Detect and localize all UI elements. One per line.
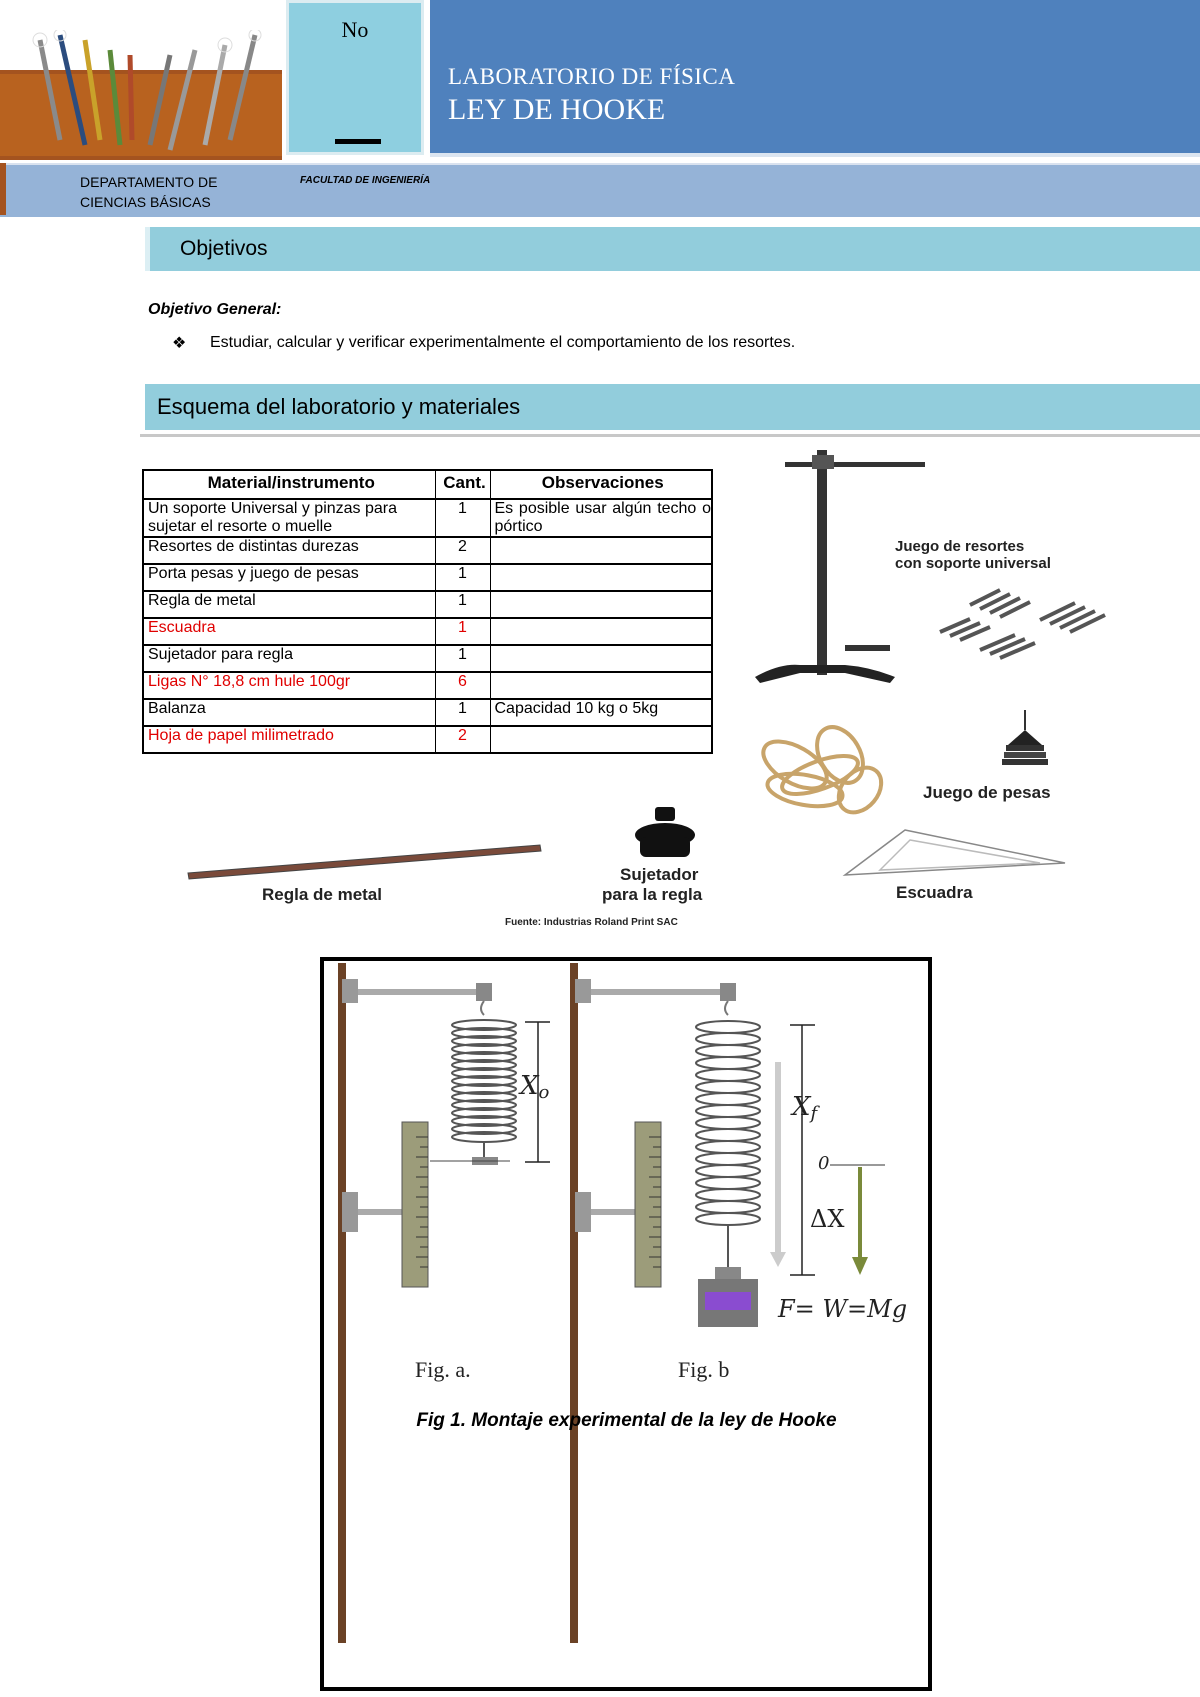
objectives-section-title: Objetivos (180, 237, 268, 260)
qty-cell: 1 (435, 591, 490, 618)
ruler-holder-icon (635, 807, 695, 857)
xf-subscript: f (810, 1103, 818, 1124)
x0-subscript: o (538, 1082, 550, 1103)
weights-label: Juego de pesas (923, 783, 1051, 802)
holder-label-2: para la regla (602, 885, 703, 904)
hooke-experiment-figure (320, 957, 934, 1697)
xf-main: X (792, 1092, 811, 1122)
faculty-name: FACULTAD DE INGENIERÍA (300, 175, 431, 186)
scheme-section-header (145, 384, 1200, 430)
qty-cell: 2 (435, 726, 490, 753)
weights-icon (1002, 710, 1048, 765)
department-line-1: DEPARTAMENTO DE (80, 174, 218, 190)
material-cell: Un soporte Universal y pinzas para sujetar el resorte o muelle (143, 499, 435, 537)
springs-set-icon (940, 590, 1105, 658)
scheme-section-title: Esquema del laboratorio y materiales (157, 394, 521, 419)
springs-logo (20, 30, 270, 155)
table-header-qty: Cant. (435, 470, 490, 499)
springs-label-1: Juego de resortes (895, 538, 1025, 555)
metal-ruler-icon (188, 845, 541, 879)
material-cell: Regla de metal (143, 591, 435, 618)
lab-subtitle: LEY DE HOOKE (448, 93, 666, 126)
number-box (286, 0, 424, 155)
qty-cell: 1 (435, 618, 490, 645)
qty-cell: 1 (435, 564, 490, 591)
material-cell: Balanza (143, 699, 435, 726)
fig-a-label: Fig. a. (415, 1357, 471, 1382)
obs-cell: Es posible usar algún techo o pórtico (490, 499, 712, 537)
material-cell: Porta pesas y juego de pesas (143, 564, 435, 591)
objectives-section-header (145, 227, 1200, 271)
material-cell: Resortes de distintas durezas (143, 537, 435, 564)
source-note: Fuente: Industrias Roland Print SAC (505, 917, 678, 928)
set-square-icon (845, 830, 1065, 875)
zero-label: 0 (818, 1153, 830, 1174)
springs-label-2: con soporte universal (895, 555, 1051, 572)
department-band-accent (0, 163, 6, 215)
material-cell: Escuadra (143, 618, 435, 645)
number-blank-line (335, 139, 381, 144)
qty-cell: 1 (435, 499, 490, 537)
rubber-bands-icon (756, 719, 890, 821)
qty-cell: 2 (435, 537, 490, 564)
number-label: No (341, 17, 369, 42)
material-cell: Hoja de papel milimetrado (143, 726, 435, 753)
ruler-label: Regla de metal (262, 885, 382, 904)
qty-cell: 1 (435, 699, 490, 726)
lab-title: LABORATORIO DE FÍSICA (448, 64, 736, 89)
figure-caption: Fig 1. Montaje experimental de la ley de Hooke (416, 1410, 837, 1431)
holder-label-1: Sujetador (620, 865, 699, 884)
force-equation: F= W=Mg (778, 1295, 908, 1323)
bullet-icon: ❖ (172, 335, 187, 352)
section-divider (140, 434, 1200, 437)
material-cell: Sujetador para regla (143, 645, 435, 672)
qty-cell: 6 (435, 672, 490, 699)
square-label: Escuadra (896, 883, 973, 902)
x0-main: X (520, 1071, 539, 1101)
qty-cell: 1 (435, 645, 490, 672)
materials-illustration (180, 445, 1200, 935)
obs-cell: Capacidad 10 kg o 5kg (490, 699, 712, 726)
material-cell: Ligas N° 18,8 cm hule 100gr (143, 672, 435, 699)
delta-x-label: ΔX (810, 1205, 845, 1233)
table-header-obs: Observaciones (490, 470, 712, 499)
department-line-2: CIENCIAS BÁSICAS (80, 194, 211, 210)
department-name (80, 172, 217, 212)
fig-b-label: Fig. b (678, 1357, 730, 1382)
table-header-material: Material/instrumento (143, 470, 435, 499)
general-objective-text: Estudiar, calcular y verificar experimentalmente el comportamiento de los resortes. (210, 334, 796, 351)
general-objective-title: Objetivo General: (148, 301, 282, 318)
